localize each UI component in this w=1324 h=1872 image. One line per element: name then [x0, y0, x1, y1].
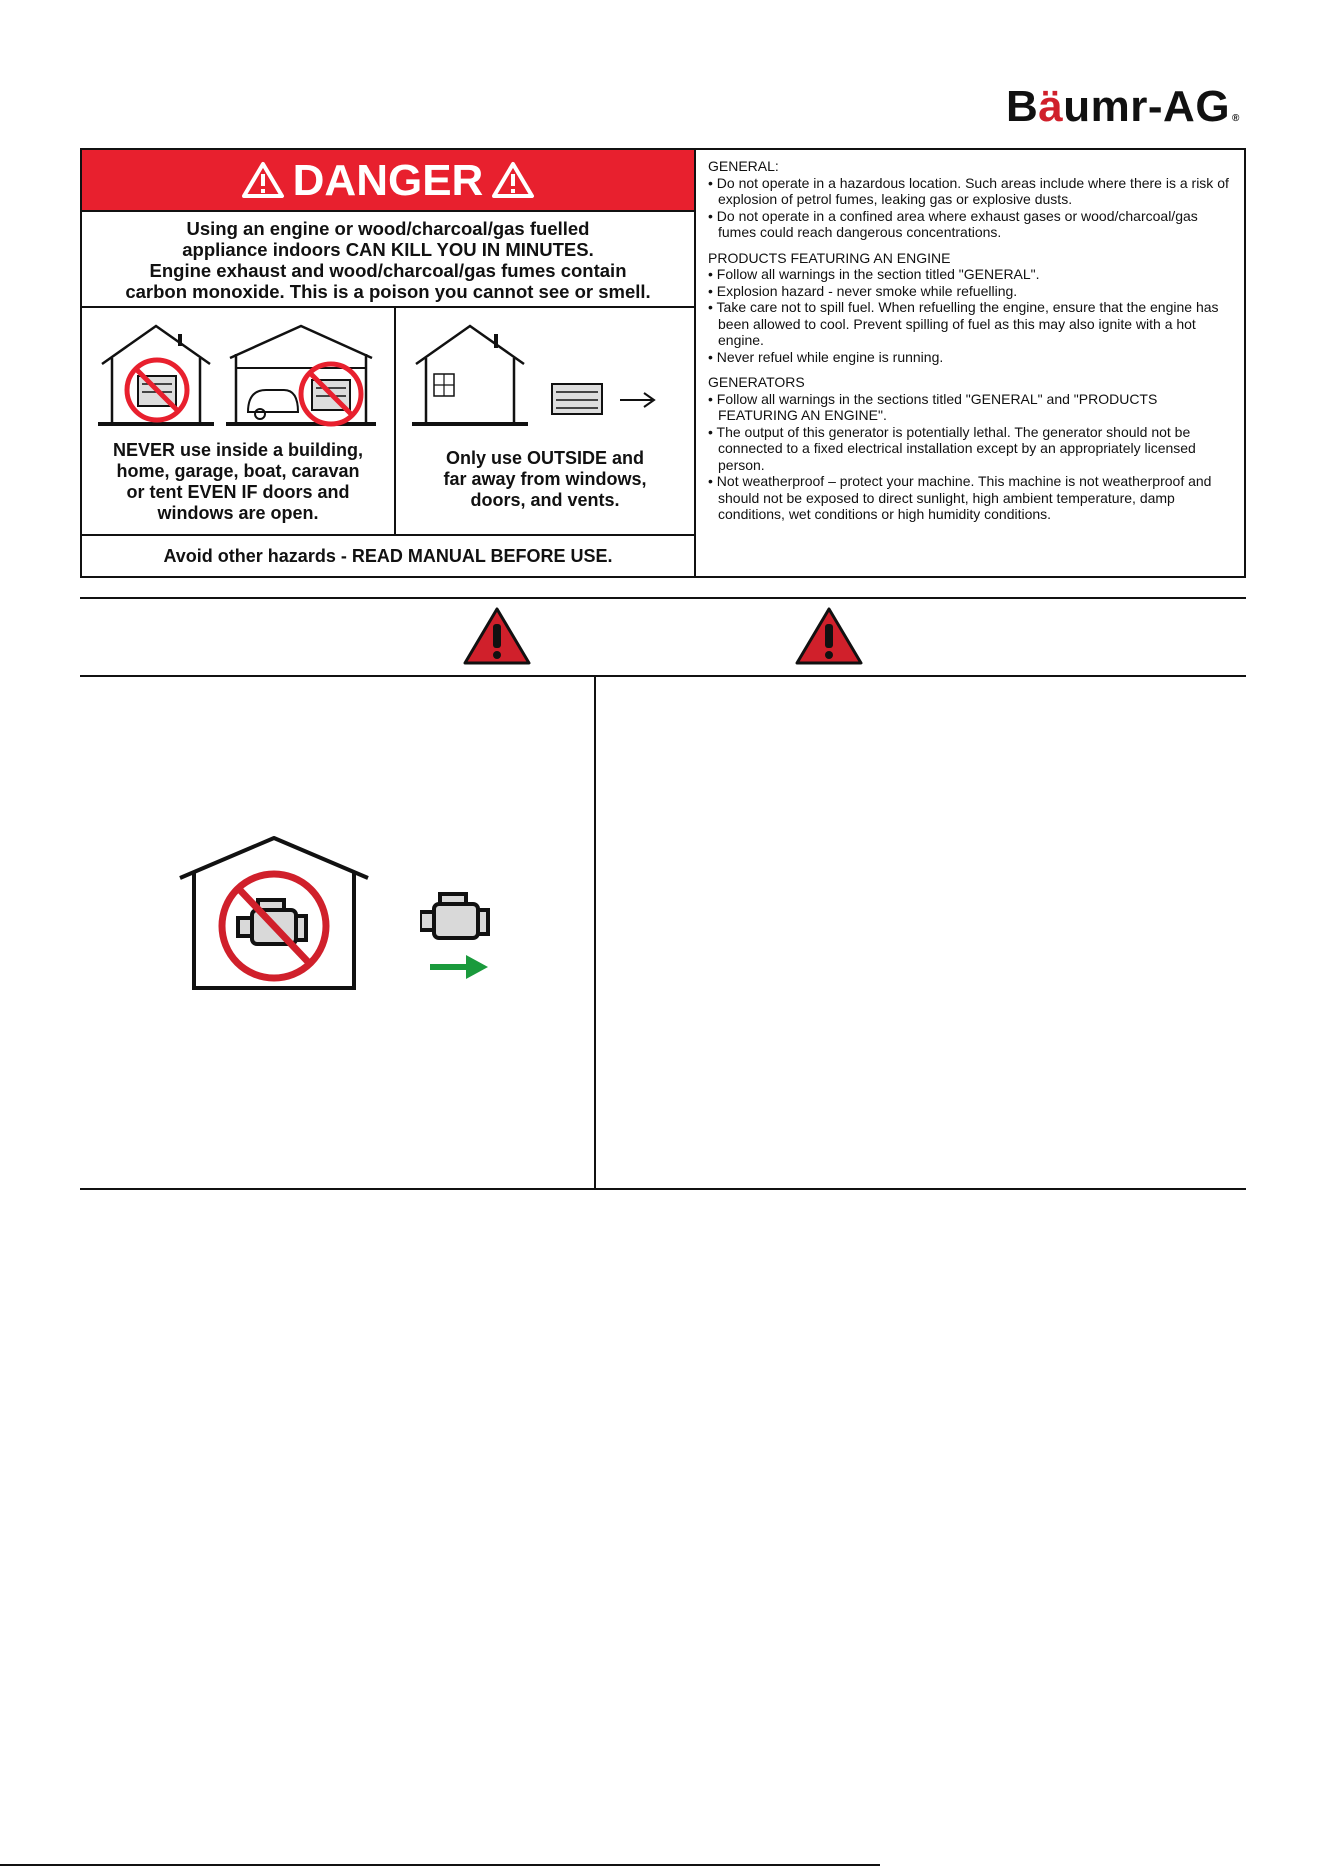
danger-line: appliance indoors CAN KILL YOU IN MINUTES.: [182, 239, 594, 260]
engine-outdoor-panel: [80, 676, 596, 1190]
engine-item: • Follow all warnings in the section titled "GENERAL".: [708, 266, 1040, 282]
danger-line: Using an engine or wood/charcoal/gas fuelled: [186, 218, 590, 239]
general-item: • Do not operate in a confined area where exhaust gases or wood/charcoal/gas fumes could reach dangerous concentrations.: [708, 207, 1198, 240]
engine-item: • Never refuel while engine is running.: [708, 348, 944, 365]
warning-triangle-icon: [462, 606, 532, 666]
divider-line: [80, 597, 1246, 599]
footer-line: [0, 1864, 880, 1866]
engine-item: • Explosion hazard - never smoke while refuelling.: [708, 282, 1018, 299]
general-item: • Do not operate in a hazardous location. Such areas include where there is a risk of explosion of petrol fumes, leaking gas or explosive dusts.: [708, 174, 1229, 207]
registered-mark: ®: [1232, 113, 1240, 124]
warning-triangle-icon: [491, 161, 535, 199]
outside-line: doors, and vents.: [470, 490, 620, 510]
no-engine-house-icon: [176, 832, 372, 992]
generator-icon: [548, 378, 608, 418]
never-line: home, garage, boat, caravan: [116, 461, 360, 481]
never-line: or tent EVEN IF doors and: [126, 482, 350, 502]
engine-item: • Take care not to spill fuel. When refuelling the engine, ensure that the engine has been allowed to cool. Prevent spilling of fuel as this may also ignite with a hot engine.: [708, 299, 1219, 348]
never-indoors-text: [82, 440, 394, 524]
pictogram-row: [82, 308, 694, 536]
generators-item: • The output of this generator is potentially lethal. The generator should not be connected to a fixed electrical installation except by an appropriately licensed person.: [708, 423, 1196, 473]
brand-prefix: B: [1006, 82, 1039, 131]
brand-logo: [1006, 82, 1240, 132]
general-title: GENERAL:: [708, 158, 779, 174]
house-outside-icon: [412, 318, 528, 428]
outside-only-panel: [396, 308, 694, 534]
never-line: NEVER use inside a building,: [112, 440, 364, 460]
green-arrow-icon: [428, 952, 492, 982]
danger-label: [80, 148, 1246, 578]
divider-line: [80, 1188, 1246, 1190]
danger-line: carbon monoxide. This is a poison you cannot see or smell.: [125, 281, 651, 302]
brand-umlaut: ä: [1038, 82, 1064, 131]
never-line: windows are open.: [157, 503, 319, 523]
warning-triangle-icon: [241, 161, 285, 199]
warnings-column: [696, 150, 1244, 576]
outside-line: Only use OUTSIDE and: [445, 448, 645, 468]
brand-suffix: umr-AG: [1063, 82, 1231, 131]
no-generator-house-icon: [98, 318, 214, 428]
outside-line: far away from windows,: [443, 469, 647, 489]
danger-left-column: [82, 150, 696, 576]
no-generator-garage-icon: [226, 318, 376, 428]
generators-title: GENERATORS: [708, 374, 805, 390]
avoid-hazards-text: Avoid other hazards - READ MANUAL BEFORE USE.: [163, 546, 613, 566]
generators-item: • Not weatherproof – protect your machine. This machine is not weatherproof and should not be exposed to direct sunlight, high ambient temperature, damp conditions, wet conditions or high humidity conditions.: [708, 473, 1212, 522]
warning-triangle-icon: [794, 606, 864, 666]
engine-title: PRODUCTS FEATURING AN ENGINE: [708, 249, 951, 266]
generators-item: • Follow all warnings in the sections titled "GENERAL" and "PRODUCTS FEATURING AN ENGINE".: [708, 390, 1158, 423]
danger-line: Engine exhaust and wood/charcoal/gas fumes contain: [149, 260, 627, 281]
arrow-right-icon: [618, 390, 658, 410]
never-indoors-panel: [82, 308, 396, 534]
danger-header: [82, 150, 694, 212]
outside-only-text: [396, 448, 694, 511]
danger-title: DANGER: [292, 156, 484, 205]
engine-icon: [420, 888, 500, 948]
danger-main-text: [82, 212, 694, 308]
